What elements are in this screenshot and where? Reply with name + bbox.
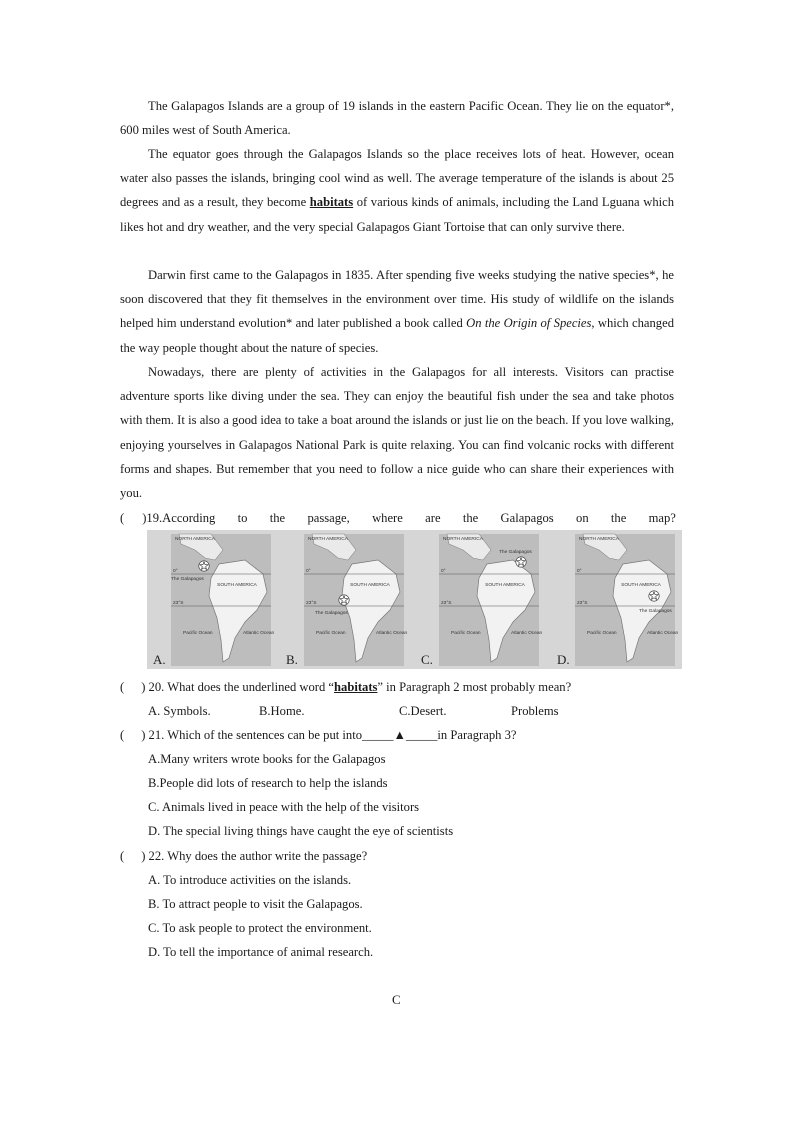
question-19 xyxy=(120,508,676,528)
map-option-letter: C. xyxy=(421,652,433,667)
q20-option-d[interactable]: Problems xyxy=(511,704,559,718)
atlantic-ocean-label: Atlantic Ocean xyxy=(647,631,679,636)
map-options-figure xyxy=(147,530,682,669)
question-19-word: on xyxy=(576,511,589,525)
question-19-word: are xyxy=(425,511,441,525)
tropic-label: 23°S xyxy=(577,601,588,606)
atlantic-ocean-label: Atlantic Ocean xyxy=(511,631,543,636)
answer-blank-19-close: ) xyxy=(142,511,147,525)
question-22-text: ) 22. Why does the author write the passage? xyxy=(141,849,368,863)
question-19-word: the xyxy=(269,511,286,525)
equator-label: 0° xyxy=(441,569,446,574)
q22-option-a[interactable]: A. To introduce activities on the islands. xyxy=(148,873,352,887)
question-19-word: the xyxy=(462,511,479,525)
tropic-label: 23°S xyxy=(173,601,184,606)
question-19-word: map? xyxy=(648,511,676,525)
answer-blank-22[interactable]: ( xyxy=(120,849,125,863)
map-option-letter: A. xyxy=(153,652,166,667)
book-title: On the Origin of Species xyxy=(466,316,592,331)
section-letter: C xyxy=(392,992,401,1007)
question-19-text xyxy=(146,508,676,528)
q22-option-b[interactable]: B. To attract people to visit the Galapagos. xyxy=(148,897,363,911)
question-19-word: where xyxy=(372,511,403,525)
map-option-c[interactable] xyxy=(421,534,543,667)
q20-option-c[interactable]: C.Desert. xyxy=(399,704,447,718)
question-20-text-before: ) 20. What does the underlined word “ xyxy=(141,680,335,694)
equator-label: 0° xyxy=(306,569,311,574)
passage-paragraph-3 xyxy=(120,263,674,360)
equator-label: 0° xyxy=(577,569,582,574)
answer-blank-20[interactable]: ( xyxy=(120,680,125,694)
pacific-ocean-label: Pacific Ocean xyxy=(183,631,213,636)
question-21-text: ) 21. Which of the sentences can be put into_____▲_____in Paragraph 3? xyxy=(141,728,517,742)
passage-paragraph-1 xyxy=(120,94,674,142)
galapagos-label: The Galapagos xyxy=(171,577,204,582)
question-19-word: to xyxy=(237,511,248,525)
passage-paragraph-2 xyxy=(120,142,674,239)
question-19-word: the xyxy=(610,511,627,525)
tropic-label: 23°S xyxy=(306,601,317,606)
pacific-ocean-label: Pacific Ocean xyxy=(316,631,346,636)
pacific-ocean-label: Pacific Ocean xyxy=(451,631,481,636)
south-america-label: SOUTH AMERICA xyxy=(621,583,661,588)
atlantic-ocean-label: Atlantic Ocean xyxy=(243,631,275,636)
passage-paragraph-4 xyxy=(120,360,674,505)
q22-option-d[interactable]: D. To tell the importance of animal research. xyxy=(148,945,374,959)
map-option-a[interactable] xyxy=(153,534,275,667)
habitats-keyword: habitats xyxy=(309,195,354,210)
galapagos-label: The Galapagos xyxy=(315,611,348,616)
north-america-label: NORTH AMERICA xyxy=(308,537,348,542)
q22-option-c[interactable]: C. To ask people to protect the environment. xyxy=(148,921,372,935)
south-america-label: SOUTH AMERICA xyxy=(217,583,257,588)
q20-option-b[interactable]: B.Home. xyxy=(259,704,305,718)
question-19-word: passage, xyxy=(307,511,350,525)
paragraph-3-text-before: Darwin first came to the Galapagos in 1835. After spending five weeks studying the native species*, he soon discovered that they fit themselves in the environment over time. His study of wildlife on the islands helped him understand evolution* and later published a book called xyxy=(120,268,674,331)
paragraph-3-text-after: , which changed the way people thought about the nature of species. xyxy=(120,316,674,355)
question-20-text-after: ” in Paragraph 2 most probably mean? xyxy=(377,680,572,694)
map-option-letter: B. xyxy=(286,652,298,667)
q20-option-a[interactable]: A. Symbols. xyxy=(148,704,211,718)
atlantic-ocean-label: Atlantic Ocean xyxy=(376,631,408,636)
galapagos-label: The Galapagos xyxy=(639,609,672,614)
question-22 xyxy=(120,846,680,866)
pacific-ocean-label: Pacific Ocean xyxy=(587,631,617,636)
question-21 xyxy=(120,725,680,745)
north-america-label: NORTH AMERICA xyxy=(443,537,483,542)
q21-option-a[interactable]: A.Many writers wrote books for the Galapagos xyxy=(148,752,386,766)
paragraph-2-text-before: The equator goes through the Galapagos Islands so the place receives lots of heat. However, ocean water also passes the islands, bringing cool wind as well. The average temperature of the islands is about 25 degrees and as a result, they become xyxy=(120,147,674,210)
south-america-label: SOUTH AMERICA xyxy=(350,583,390,588)
equator-label: 0° xyxy=(173,569,178,574)
question-19-word: 19.According xyxy=(146,511,216,525)
north-america-label: NORTH AMERICA xyxy=(579,537,619,542)
map-option-b[interactable] xyxy=(286,534,408,667)
galapagos-label: The Galapagos xyxy=(499,550,532,555)
tropic-label: 23°S xyxy=(441,601,452,606)
map-option-d[interactable] xyxy=(557,534,679,667)
answer-blank-19[interactable]: ( xyxy=(120,511,125,525)
paragraph-1-text: The Galapagos Islands are a group of 19 islands in the eastern Pacific Ocean. They lie on the equator*, 600 miles west of South America. xyxy=(120,99,674,138)
question-20 xyxy=(120,677,680,697)
q21-option-c[interactable]: C. Animals lived in peace with the help of the visitors xyxy=(148,800,420,814)
north-america-label: NORTH AMERICA xyxy=(175,537,215,542)
paragraph-2-text-after: of various kinds of animals, including the Land Lguana which likes hot and dry weather, and the very special Galapagos Giant Tortoise that can only survive there. xyxy=(120,195,674,234)
habitats-keyword-q20: habitats xyxy=(334,680,378,694)
question-19-word: Galapagos xyxy=(500,511,554,525)
q21-option-d[interactable]: D. The special living things have caught the eye of scientists xyxy=(148,824,454,838)
answer-blank-21[interactable]: ( xyxy=(120,728,125,742)
paragraph-4-text: Nowadays, there are plenty of activities in the Galapagos for all interests. Visitors can practise adventure sports like diving under the sea. They can enjoy the beautiful fish under the sea and take photos with them. It is also a good idea to take a boat around the islands or just lie on the beach. If you love walking, enjoying yourselves in Galapagos National Park is quite relaxing. You can find volcanic rocks with different forms and shapes. But remember that you need to follow a nice guide who can share their experiences with you. xyxy=(120,365,674,501)
q21-option-b[interactable]: B.People did lots of research to help the islands xyxy=(148,776,388,790)
map-options-image xyxy=(147,530,682,669)
south-america-label: SOUTH AMERICA xyxy=(485,583,525,588)
map-option-letter: D. xyxy=(557,652,570,667)
